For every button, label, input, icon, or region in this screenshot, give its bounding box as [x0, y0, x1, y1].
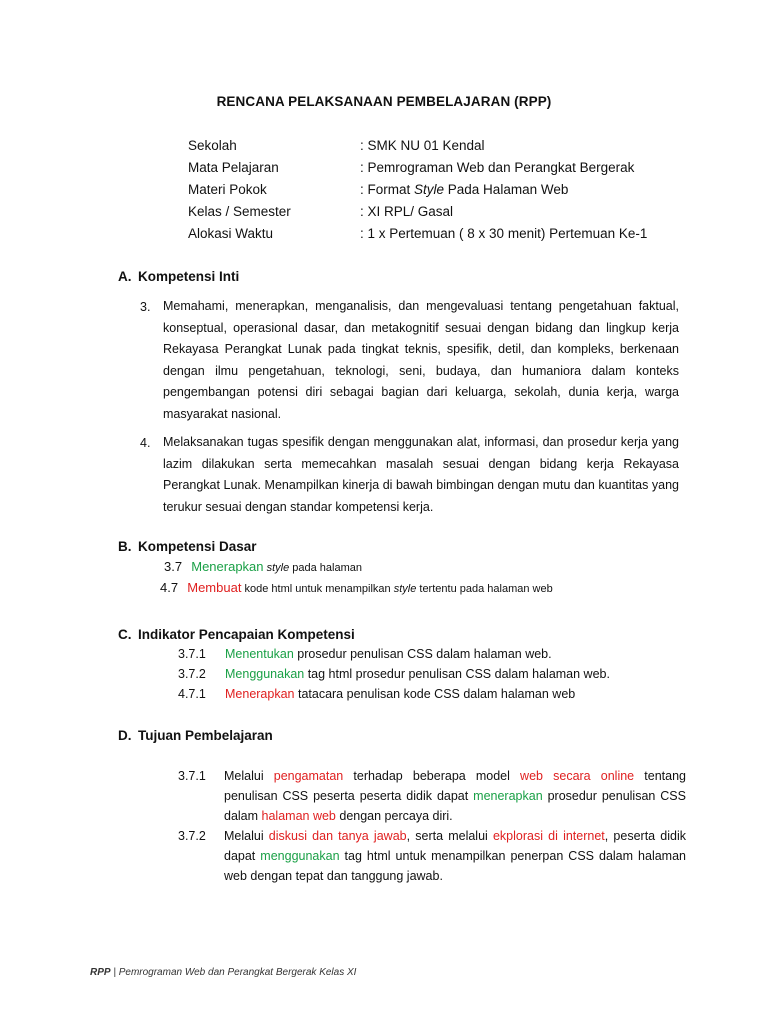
- info-value: : Format Style Pada Halaman Web: [360, 182, 569, 197]
- info-label: Materi Pokok: [188, 182, 267, 197]
- section-heading-b: B. Kompetensi Dasar: [118, 539, 257, 554]
- info-value: : 1 x Pertemuan ( 8 x 30 menit) Pertemuan Ke-1: [360, 226, 648, 241]
- tp-text: Melalui diskusi dan tanya jawab, serta melalui ekplorasi di internet, peserta didik dapat menggunakan tag html untuk menampilkan penerpan CSS dalam halaman web dengan tepat dan tanggung jawab.: [224, 829, 686, 883]
- section-heading-a: A. Kompetensi Inti: [118, 269, 240, 284]
- ki-number: 3.: [140, 300, 151, 314]
- info-value: : SMK NU 01 Kendal: [360, 138, 485, 153]
- info-value: : Pemrograman Web dan Perangkat Bergerak: [360, 160, 635, 175]
- section-heading-c: C. Indikator Pencapaian Kompetensi: [118, 627, 355, 642]
- tp-text: Melalui pengamatan terhadap beberapa model web secara online tentang penulisan CSS peserta peserta didik dapat menerapkan prosedur penulisan CSS dalam halaman web dengan percaya diri.: [224, 769, 686, 823]
- info-label: Sekolah: [188, 138, 237, 153]
- info-label: Mata Pelajaran: [188, 160, 279, 175]
- info-label: Alokasi Waktu: [188, 226, 274, 241]
- page-footer: RPP | Pemrograman Web dan Perangkat Bergerak Kelas XI: [90, 967, 357, 978]
- indicator-item: 3.7.1 Menentukan prosedur penulisan CSS dalam halaman web.: [178, 647, 552, 661]
- document-title: RENCANA PELAKSANAAN PEMBELAJARAN (RPP): [216, 94, 552, 109]
- ki-text: Melaksanakan tugas spesifik dengan menggunakan alat, informasi, dan prosedur kerja yang lazim dilakukan serta memecahkan masalah sesuai dengan bidang kerja Rekayasa Perangkat Lunak. Menampilkan kinerja di bawah bimbingan dengan mutu dan kuantitas yang terukur sesuai dengan standar kompetensi kerja.: [163, 435, 679, 514]
- ki-number: 4.: [140, 436, 151, 450]
- indicator-item: 3.7.2 Menggunakan tag html prosedur penulisan CSS dalam halaman web.: [178, 667, 610, 681]
- info-value: : XI RPL/ Gasal: [360, 204, 454, 219]
- tp-number: 3.7.1: [178, 769, 206, 783]
- kd-item: 3.7 Menerapkan style pada halaman: [164, 559, 362, 574]
- tp-number: 3.7.2: [178, 829, 206, 843]
- ki-text: Memahami, menerapkan, menganalisis, dan mengevaluasi tentang pengetahuan faktual, konseptual, operasional dasar, dan metakognitif sesuai dengan bidang dan lingkup kerja Rekayasa Perangkat Lunak pada tingkat teknis, spesifik, detil, dan kompleks, berkenaan dengan ilmu pengetahuan, teknologi, seni, budaya, dan humaniora dalam konteks pengembangan potensi diri sebagai bagian dari keluarga, sekolah, dunia kerja, warga masyarakat nasional.: [163, 299, 679, 421]
- section-heading-d: D. Tujuan Pembelajaran: [118, 728, 273, 743]
- info-label: Kelas / Semester: [188, 204, 291, 219]
- kd-item: 4.7 Membuat kode html untuk menampilkan style tertentu pada halaman web: [160, 580, 553, 595]
- indicator-item: 4.7.1 Menerapkan tatacara penulisan kode CSS dalam halaman web: [178, 687, 576, 701]
